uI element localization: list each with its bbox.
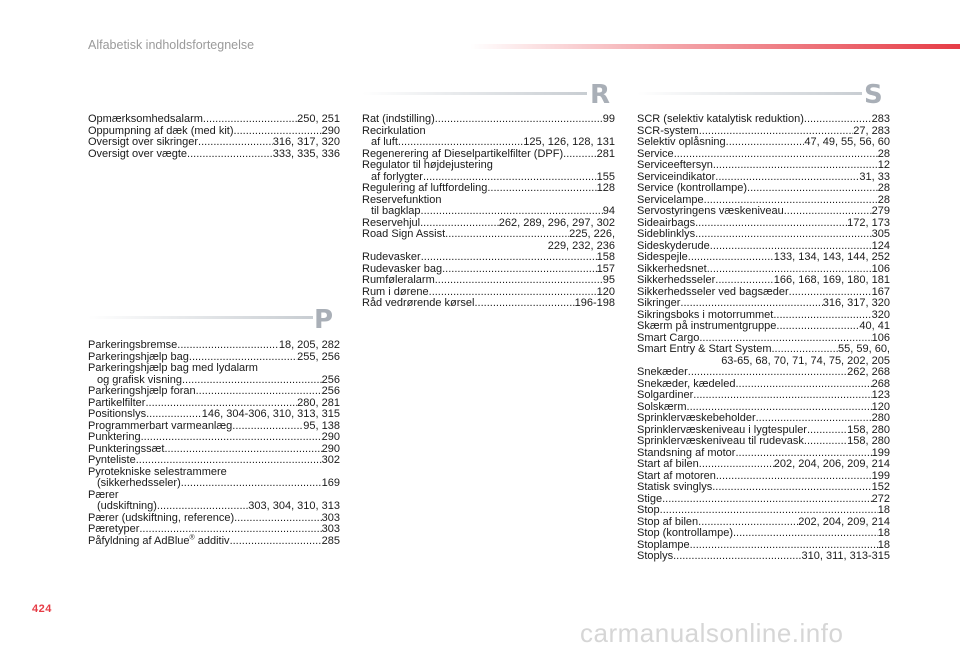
index-entry-label: Sidespejle	[637, 251, 688, 263]
index-entry-heading: Parkeringshjælp bag med lydalarm	[88, 362, 258, 374]
registered-mark: ®	[189, 533, 195, 541]
index-entry	[637, 206, 890, 218]
index-entry-pages: 290	[321, 442, 340, 455]
index-entry-label: Oversigt over sikringer	[88, 136, 199, 148]
index-entry	[637, 137, 890, 149]
dot-leader	[146, 409, 202, 421]
index-entry	[88, 340, 340, 352]
index-entry-label: Sikkerhedsnet	[637, 262, 707, 275]
dot-leader	[680, 298, 822, 310]
index-entry-label: Parkeringsbremse	[88, 339, 178, 351]
index-entry-label: Solskærm	[637, 400, 687, 413]
dot-leader	[773, 310, 871, 322]
index-entry	[88, 114, 340, 126]
index-entry-pages: 303	[321, 511, 340, 524]
dot-leader	[196, 386, 322, 398]
dot-leader	[442, 264, 597, 276]
index-entry-pages: 302	[321, 454, 340, 466]
index-entry-label: Pæretyper	[88, 523, 140, 535]
index-entry	[637, 505, 890, 517]
index-entry	[637, 229, 890, 241]
dot-leader	[445, 229, 569, 241]
dot-leader	[421, 252, 597, 264]
index-entry-label: Sideblinklys	[637, 228, 696, 240]
index-entry-pages: 55, 59, 60,	[838, 343, 890, 355]
index-entry-pages: 255, 256	[297, 350, 340, 363]
index-entry-pages: 290	[321, 431, 340, 443]
index-entry-label: Råd vedrørende kørsel	[362, 297, 475, 309]
index-entry-pages: 196-198	[574, 297, 615, 309]
index-entry-label: Positionslys	[88, 408, 147, 420]
index-entry-continuation: 63-65, 68, 70, 71, 74, 75, 202, 205	[721, 354, 890, 367]
index-entry-label: Skærm på instrumentgruppe	[637, 320, 777, 332]
index-entry	[637, 551, 890, 563]
index-entry-pages: 158, 280	[847, 435, 890, 447]
index-entry-pages: 167	[871, 285, 890, 298]
index-entry-pages: 47, 49, 55, 56, 60	[804, 136, 890, 148]
index-entry-pages: 333, 335, 336	[272, 147, 340, 160]
index-entry-pages: 28	[877, 193, 890, 206]
index-column-r	[362, 114, 615, 310]
index-entry-label: Sprinklervæskeniveau i lygtespuler	[637, 423, 807, 436]
index-entry-pages: 157	[596, 262, 615, 275]
index-entry	[637, 114, 890, 126]
dot-leader	[157, 501, 248, 513]
dot-leader	[203, 114, 297, 126]
dot-leader	[807, 425, 847, 437]
index-entry-label: Start af motoren	[637, 469, 716, 482]
index-entry-label: Sikkerhedsseler ved bagsæder	[637, 285, 789, 298]
index-entry-pages: 95	[602, 274, 615, 286]
index-entry-pages: 124	[871, 239, 890, 252]
dot-leader	[688, 252, 774, 264]
dot-leader	[136, 455, 322, 467]
index-entry-label: Stoplampe	[637, 538, 690, 551]
dot-leader	[699, 459, 774, 471]
section-rule-s	[637, 92, 862, 95]
index-entry-label: Solgardiner	[637, 389, 694, 401]
index-entry-label: (sikkerhedsseler)	[97, 477, 181, 489]
index-entry	[88, 455, 340, 467]
index-entry	[637, 482, 890, 494]
index-entry-pages: 125, 126, 128, 131	[523, 136, 615, 148]
index-entry-label: Servicelampe	[637, 193, 704, 206]
index-entry-label: Pærer (udskiftning, reference)	[88, 511, 235, 524]
index-entry-pages: 303	[321, 523, 340, 535]
dot-leader	[776, 321, 859, 333]
dot-leader	[695, 229, 872, 241]
section-rule-r	[362, 92, 587, 95]
index-entry-label: Smart Cargo	[637, 331, 700, 344]
index-entry-pages: 172, 173	[847, 216, 890, 229]
dot-leader	[712, 482, 871, 494]
index-entry-pages: 31, 33	[859, 170, 890, 183]
index-entry	[362, 229, 615, 241]
index-entry-pages: 152	[871, 481, 890, 493]
index-column-p	[88, 340, 340, 547]
index-entry-label: Partikelfilter	[88, 396, 146, 409]
dot-leader	[693, 390, 871, 402]
dot-leader	[398, 137, 523, 149]
dot-leader	[164, 444, 321, 456]
index-entry	[88, 149, 340, 161]
dot-leader	[660, 505, 878, 517]
dot-leader	[563, 149, 597, 161]
index-entry-pages: 12	[877, 159, 890, 171]
index-entry-label: Parkeringshjælp bag	[88, 350, 189, 363]
section-letter-p: P	[314, 305, 334, 335]
dot-leader	[187, 149, 273, 161]
index-entry	[362, 183, 615, 195]
index-column-o	[88, 114, 340, 160]
dot-leader	[141, 432, 322, 444]
index-entry	[362, 114, 615, 126]
index-entry	[637, 298, 890, 310]
index-entry-label: Road Sign Assist	[362, 228, 446, 240]
index-entry-label: Selektiv oplåsning	[637, 136, 726, 148]
index-entry-label	[88, 533, 230, 548]
page-number: 424	[32, 603, 52, 615]
index-entry-pages: 316, 317, 320	[272, 136, 340, 148]
index-entry	[637, 494, 890, 506]
index-entry-label: Punkteringssæt	[88, 442, 165, 455]
index-entry-label: Snekæder	[637, 366, 688, 378]
index-entry-label: Standsning af motor	[637, 446, 736, 459]
index-entry-pages: 202, 204, 206, 209, 214	[773, 458, 890, 470]
index-entry-pages: 18	[877, 527, 890, 539]
index-entry-pages: 158	[596, 251, 615, 263]
index-entry-pages: 120	[871, 400, 890, 413]
index-entry-label: Rum i dørene	[362, 285, 429, 298]
dot-leader	[435, 114, 603, 126]
index-entry-pages: 27, 283	[853, 124, 890, 137]
dot-leader	[735, 379, 871, 391]
index-entry-label: Stige	[637, 492, 663, 505]
entry-text: Påfyldning af AdBlue	[88, 534, 190, 547]
index-entry-label: Start af bilen	[637, 458, 699, 470]
index-entry	[88, 533, 340, 548]
index-entry-label: Rumføleralarm	[362, 274, 435, 286]
index-entry-label: Regenerering af Dieselpartikelfilter (DPF)	[362, 147, 564, 160]
index-entry	[362, 298, 615, 310]
index-entry-pages: 262, 289, 296, 297, 302	[498, 216, 615, 229]
index-entry-label: Oppumpning af dæk (med kit)	[88, 124, 234, 137]
dot-leader	[713, 160, 878, 172]
index-entry-label: Sideairbags	[637, 216, 696, 229]
index-entry-pages: 199	[871, 469, 890, 482]
index-entry-pages: 99	[602, 113, 615, 125]
dot-leader	[177, 340, 279, 352]
index-entry-label: Statisk svinglys	[637, 481, 713, 493]
index-entry-pages: 94	[602, 205, 615, 217]
index-entry	[88, 409, 340, 421]
index-entry-heading: Reservefunktion	[362, 193, 442, 206]
index-entry-label: Stop (kontrollampe)	[637, 527, 733, 539]
index-entry	[637, 252, 890, 264]
index-entry-label: Stop af bilen	[637, 515, 699, 528]
dot-leader	[475, 298, 575, 310]
index-entry-pages: 305	[871, 228, 890, 240]
dot-leader	[784, 206, 872, 218]
index-entry-label: Rat (indstilling)	[362, 113, 435, 125]
index-subentry	[362, 206, 615, 218]
dot-leader	[234, 513, 322, 525]
dot-leader	[181, 478, 322, 490]
dot-leader	[695, 218, 847, 230]
index-entry-pages: 268	[871, 377, 890, 390]
index-entry	[637, 367, 890, 379]
index-entry-pages: 225, 226,	[569, 228, 615, 240]
index-entry-pages: 256	[321, 373, 340, 386]
dot-leader	[747, 183, 878, 195]
index-entry-label: Sikringsboks i motorrummet	[637, 308, 774, 321]
index-entry-label: af luft	[371, 136, 398, 148]
index-entry-pages: 199	[871, 446, 890, 459]
index-entry-pages: 202, 204, 209, 214	[798, 515, 890, 528]
index-entry	[637, 321, 890, 333]
index-entry-label: Sikkerhedsseler	[637, 274, 716, 286]
index-entry-label: og grafisk visning	[97, 373, 182, 386]
index-entry-pages: 18, 205, 282	[278, 339, 340, 351]
index-entry	[362, 252, 615, 264]
dot-leader	[688, 367, 847, 379]
index-entry-label: Punktering	[88, 431, 141, 443]
index-entry-heading: Recirkulation	[362, 124, 426, 137]
entry-text-suffix: additiv	[194, 534, 230, 547]
index-subentry	[88, 478, 340, 490]
index-entry-label: SCR-system	[637, 124, 699, 137]
dot-leader	[487, 183, 596, 195]
header-title: Alfabetisk indholdsfortegnelse	[88, 38, 255, 52]
index-entry-pages: 106	[871, 331, 890, 344]
index-entry-label: Servostyringens væskeniveau	[637, 205, 784, 217]
index-entry	[637, 275, 890, 287]
index-entry	[88, 432, 340, 444]
dot-leader	[435, 275, 603, 287]
index-entry-label: Parkeringshjælp foran	[88, 385, 196, 397]
section-rule-p	[88, 316, 313, 319]
index-entry-pages: 320	[871, 308, 890, 321]
index-entry-pages: 146, 304-306, 310, 313, 315	[201, 408, 340, 420]
dot-leader	[726, 137, 805, 149]
index-entry-label: Sideskyderude	[637, 239, 710, 252]
index-entry-pages: 166, 168, 169, 180, 181	[773, 274, 890, 286]
dot-leader	[733, 528, 878, 540]
header-accent-bar	[470, 44, 960, 49]
dot-leader	[198, 137, 273, 149]
index-entry-label: Rudevasker bag	[362, 262, 443, 275]
index-entry-pages: 120	[596, 285, 615, 298]
watermark: carmanualsonline.info	[580, 618, 844, 648]
index-entry-pages: 280	[871, 412, 890, 424]
index-entry-pages: 281	[596, 147, 615, 160]
index-entry-heading: Regulator til højdejustering	[362, 159, 493, 171]
index-entry-label: Serviceeftersyn	[637, 159, 713, 171]
index-entry-label: Sprinklervæskeniveau til rudevask	[637, 435, 804, 447]
index-entry	[637, 390, 890, 402]
index-entry-label: Smart Entry & Start System	[637, 343, 772, 355]
dot-leader	[673, 551, 801, 563]
index-entry-pages: 133, 134, 143, 144, 252	[773, 251, 890, 263]
dot-leader	[715, 275, 774, 287]
index-entry	[637, 436, 890, 448]
index-entry-label: Stop	[637, 504, 660, 516]
index-entry-pages: 285	[321, 534, 340, 547]
index-entry-label: Opmærksomhedsalarm	[88, 113, 203, 125]
index-entry-pages: 280, 281	[297, 396, 340, 409]
dot-leader	[662, 494, 872, 506]
index-entry-pages: 123	[871, 389, 890, 401]
dot-leader	[804, 114, 872, 126]
index-entry-label: (udskiftning)	[97, 500, 157, 512]
index-entry	[362, 275, 615, 287]
index-entry-pages: 262, 268	[847, 366, 890, 378]
index-entry	[88, 137, 340, 149]
index-entry-label: Rudevasker	[362, 251, 421, 263]
dot-leader	[230, 536, 322, 548]
index-subentry	[362, 137, 615, 149]
index-entry-label: af forlygter	[371, 170, 423, 183]
index-entry-pages: 18	[877, 538, 890, 551]
index-entry-pages: 310, 311, 313-315	[801, 550, 890, 562]
index-entry	[637, 183, 890, 195]
index-entry-label: Pynteliste	[88, 454, 136, 466]
dot-leader	[182, 375, 322, 387]
index-entry-label: Service	[637, 147, 674, 160]
index-entry-label: Regulering af luftfordeling	[362, 182, 488, 194]
index-entry-label: Sprinklervæskebeholder	[637, 412, 756, 424]
index-entry-pages: 106	[871, 262, 890, 275]
index-entry-heading: Pærer	[88, 488, 119, 501]
index-entry-pages: 128	[596, 182, 615, 194]
dot-leader	[232, 421, 303, 433]
index-entry-label: Reservehjul	[362, 216, 421, 229]
index-entry-continuation: 229, 232, 236	[547, 239, 615, 252]
section-letter-r: R	[590, 80, 611, 110]
index-entry-pages: 40, 41	[859, 320, 890, 332]
index-entry-pages: 316, 317, 320	[822, 297, 890, 309]
index-subentry	[88, 501, 340, 513]
index-entry-pages: 272	[871, 492, 890, 505]
index-entry-pages: 28	[877, 147, 890, 160]
index-entry-pages: 256	[321, 385, 340, 397]
index-entry	[637, 528, 890, 540]
dot-leader	[716, 471, 872, 483]
index-entry-pages: 290	[321, 124, 340, 137]
index-entry	[637, 413, 890, 425]
dot-leader	[771, 344, 838, 356]
index-entry-label: Service (kontrollampe)	[637, 182, 748, 194]
index-entry	[637, 459, 890, 471]
index-entry-label: Sikringer	[637, 297, 681, 309]
index-entry-label: Programmerbart varmeanlæg	[88, 419, 233, 432]
index-entry-heading: Pyrotekniske selestrammere	[88, 465, 227, 478]
index-entry-pages: 18	[877, 504, 890, 516]
index-entry	[88, 386, 340, 398]
index-column-s	[637, 114, 890, 563]
index-entry-pages: 283	[871, 113, 890, 125]
dot-leader	[756, 413, 872, 425]
index-entry-label: SCR (selektiv katalytisk reduktion)	[637, 113, 804, 125]
index-entry-pages: 28	[877, 182, 890, 194]
index-entry-label: Oversigt over vægte	[88, 147, 188, 160]
section-letter-s: S	[864, 80, 883, 110]
index-entry	[637, 344, 890, 356]
index-entry-pages: 250, 251	[297, 113, 340, 125]
index-entry-label: Stoplys	[637, 550, 674, 562]
index-entry-pages: 279	[871, 205, 890, 217]
index-entry-pages: 95, 138	[303, 419, 340, 432]
index-entry-pages: 155	[596, 170, 615, 183]
dot-leader	[421, 206, 603, 218]
index-entry-label: Serviceindikator	[637, 170, 716, 183]
dot-leader	[804, 436, 847, 448]
index-entry-label: til bagklap	[371, 205, 421, 217]
index-entry-pages: 158, 280	[847, 423, 890, 436]
index-entry-pages: 303, 304, 310, 313	[248, 500, 340, 512]
index-entry-label: Snekæder, kædeled	[637, 377, 736, 390]
index-entry-pages: 169	[321, 477, 340, 489]
index-entry	[637, 160, 890, 172]
